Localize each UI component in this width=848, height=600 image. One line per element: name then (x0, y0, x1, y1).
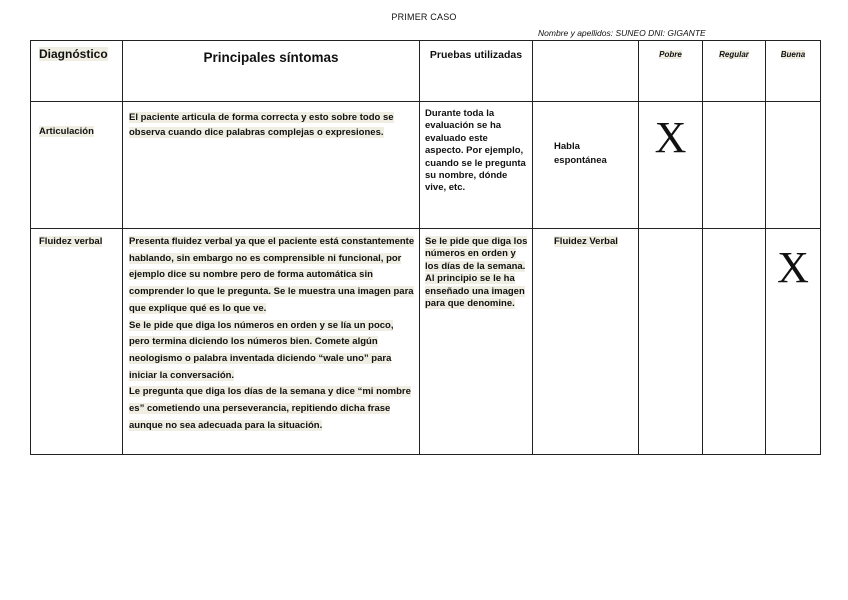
header-diagnostico: Diagnóstico (31, 41, 123, 102)
row1-pruebas: Durante toda la evaluación se ha evaluado este aspecto. Por ejemplo, cuando se le pregunta su nombre, dónde vive, etc. (420, 102, 533, 229)
table-row (31, 102, 821, 229)
evaluation-table (30, 40, 821, 455)
row2-sintomas-p1: Presenta fluidez verbal ya que el paciente está constantemente hablando, sin embargo no es comprensible ni funcional, por ejemplo dice su nombre pero de forma automática sin comprender lo que le pregunta. Se le muestra una imagen para que explique qué es lo que ve. (129, 236, 415, 314)
patient-name-line: Nombre y apellidos: SUNEO DNI: GIGANTE (538, 28, 706, 38)
row2-pobre-mark (639, 229, 703, 455)
row2-regular-mark (703, 229, 766, 455)
row2-prueba-nombre: Fluidez Verbal (533, 229, 639, 455)
row2-sintomas-p2: Se le pide que diga los números en orden y se lía un poco, pero termina diciendo los números bien. Comete algún neologismo o palabra inventada diciendo “wale uno” para iniciar la conversación. (129, 319, 394, 381)
header-row (31, 41, 821, 102)
row2-sintomas (123, 229, 420, 455)
row2-sintomas-p3: Le pregunta que diga los días de la semana y dice “mi nombre es” cometiendo una perseverancia, repitiendo dicha frase aunque no sea adecuada para la situación. (129, 386, 411, 431)
header-regular: Regular (703, 41, 766, 102)
header-pobre: Pobre (639, 41, 703, 102)
header-pruebas: Pruebas utilizadas (420, 41, 533, 102)
row1-diagnostico: Articulación (31, 102, 123, 229)
document-title: PRIMER CASO (391, 12, 457, 22)
row2-buena-mark: X (766, 229, 821, 455)
header-prueba-nombre (533, 41, 639, 102)
row1-buena-mark (766, 102, 821, 229)
header-buena: Buena (766, 41, 821, 102)
table-row (31, 229, 821, 455)
row2-pruebas: Se le pide que diga los números en orden y los días de la semana. Al principio se le ha enseñado una imagen para que denomine. (420, 229, 533, 455)
row1-pobre-mark: X (639, 102, 703, 229)
row1-regular-mark (703, 102, 766, 229)
header-sintomas: Principales síntomas (123, 41, 420, 102)
row1-prueba-nombre: Habla espontánea (533, 102, 639, 229)
row1-sintomas: El paciente articula de forma correcta y esto sobre todo se observa cuando dice palabras complejas o expresiones. (123, 102, 420, 229)
row2-diagnostico: Fluidez verbal (31, 229, 123, 455)
